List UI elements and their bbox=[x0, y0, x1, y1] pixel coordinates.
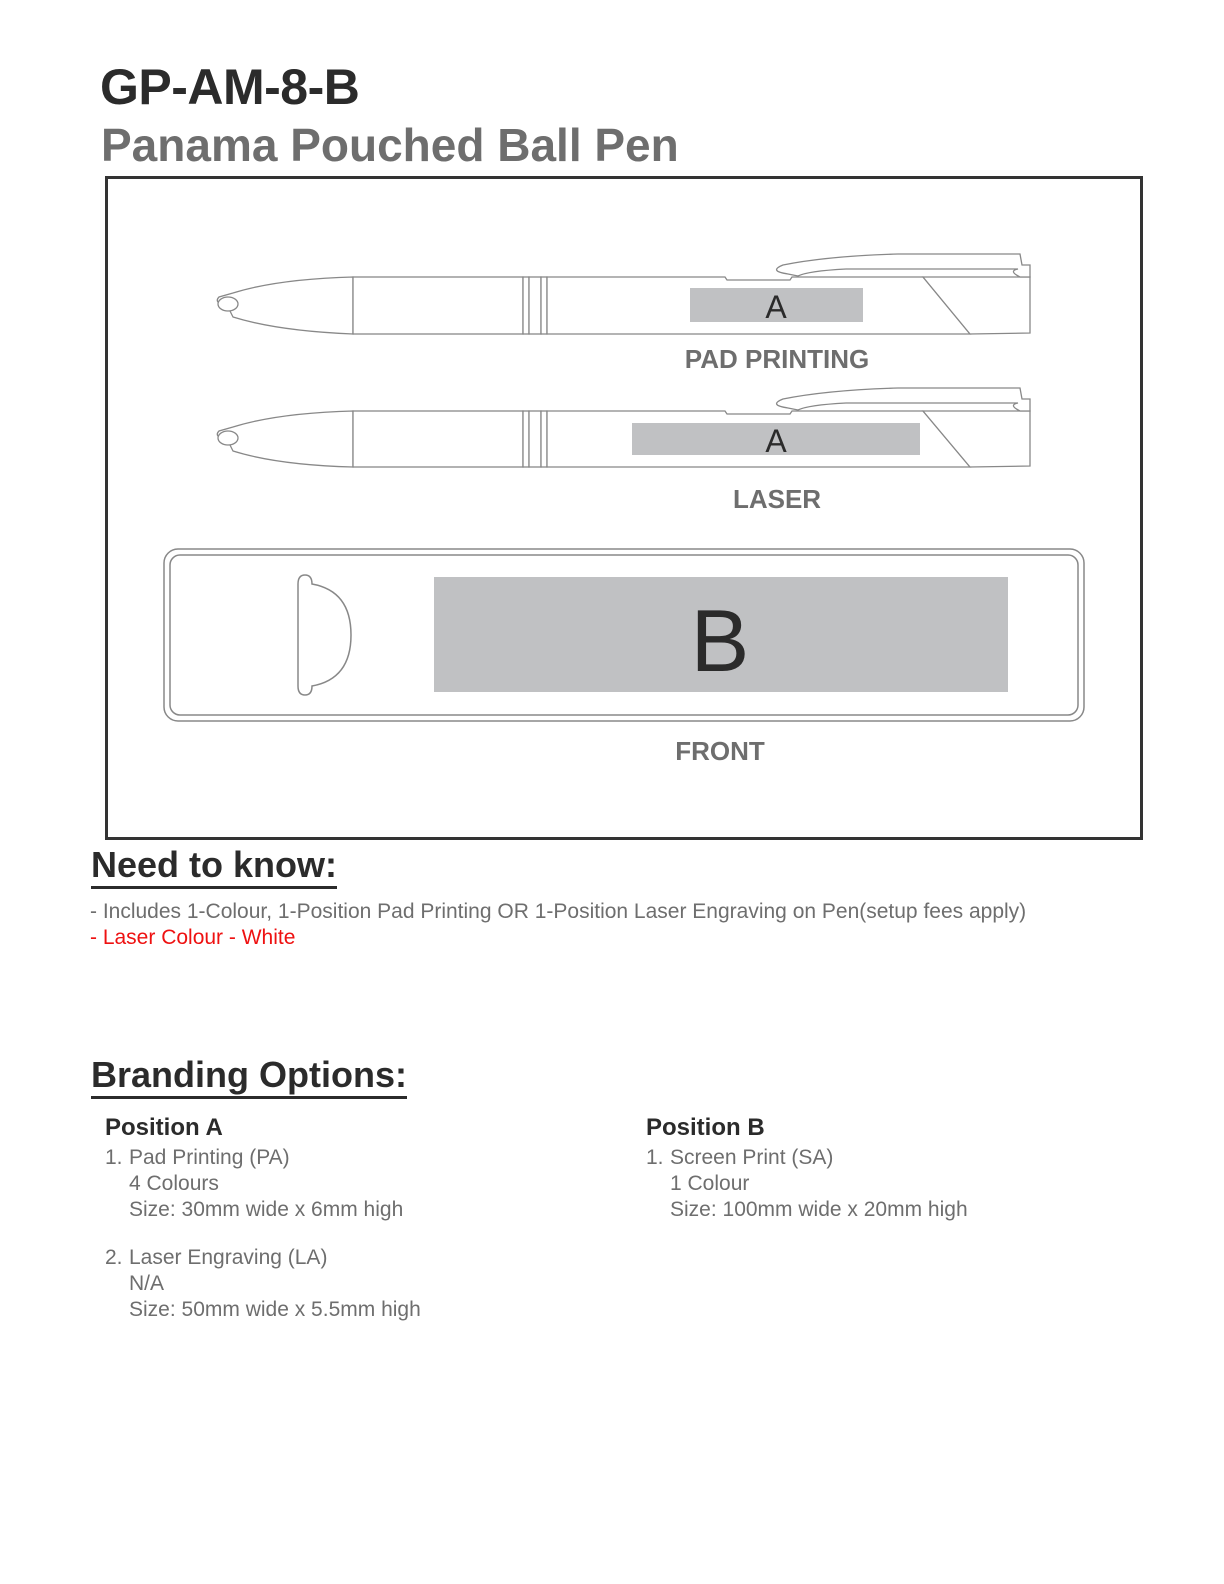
note-laser-colour: - Laser Colour - White bbox=[90, 926, 296, 949]
marker-a-laser: A bbox=[765, 423, 787, 459]
marker-b: B bbox=[690, 591, 750, 690]
option-name: Laser Engraving (LA) bbox=[129, 1246, 328, 1269]
option-number: 2. bbox=[105, 1246, 123, 1269]
option-name: Pad Printing (PA) bbox=[129, 1146, 290, 1169]
branding-options-heading: Branding Options: bbox=[91, 1055, 407, 1099]
need-to-know-heading: Need to know: bbox=[91, 845, 337, 889]
option-size: Size: 100mm wide x 20mm high bbox=[670, 1198, 968, 1221]
product-name: Panama Pouched Ball Pen bbox=[101, 119, 679, 171]
label-laser: LASER bbox=[732, 484, 822, 514]
option-number: 1. bbox=[646, 1146, 664, 1169]
diagram-drawing bbox=[108, 179, 1140, 837]
position-b-title: Position B bbox=[646, 1114, 765, 1141]
position-a bbox=[105, 1113, 585, 1345]
option-colours: 1 Colour bbox=[670, 1172, 750, 1195]
product-code: GP-AM-8-B bbox=[100, 59, 360, 115]
option-colours: 4 Colours bbox=[129, 1172, 219, 1195]
option-size: Size: 50mm wide x 5.5mm high bbox=[129, 1298, 421, 1321]
option-name: Screen Print (SA) bbox=[670, 1146, 834, 1169]
position-b bbox=[646, 1113, 1126, 1245]
label-pad-printing: PAD PRINTING bbox=[684, 344, 870, 374]
option-number: 1. bbox=[105, 1146, 123, 1169]
option-screen-print bbox=[646, 1145, 1126, 1223]
position-a-title: Position A bbox=[105, 1114, 223, 1141]
option-pad-printing bbox=[105, 1145, 585, 1223]
branding-diagram bbox=[105, 176, 1143, 840]
option-size: Size: 30mm wide x 6mm high bbox=[129, 1198, 404, 1221]
option-colours: N/A bbox=[129, 1272, 165, 1295]
pen-pad-printing-illustration bbox=[217, 254, 1030, 334]
option-laser-engraving bbox=[105, 1245, 585, 1323]
note-includes: - Includes 1-Colour, 1-Position Pad Printing OR 1-Position Laser Engraving on Pen(setup fees apply) bbox=[90, 900, 1027, 923]
label-front: FRONT bbox=[675, 736, 765, 766]
marker-a-pad: A bbox=[765, 289, 787, 325]
